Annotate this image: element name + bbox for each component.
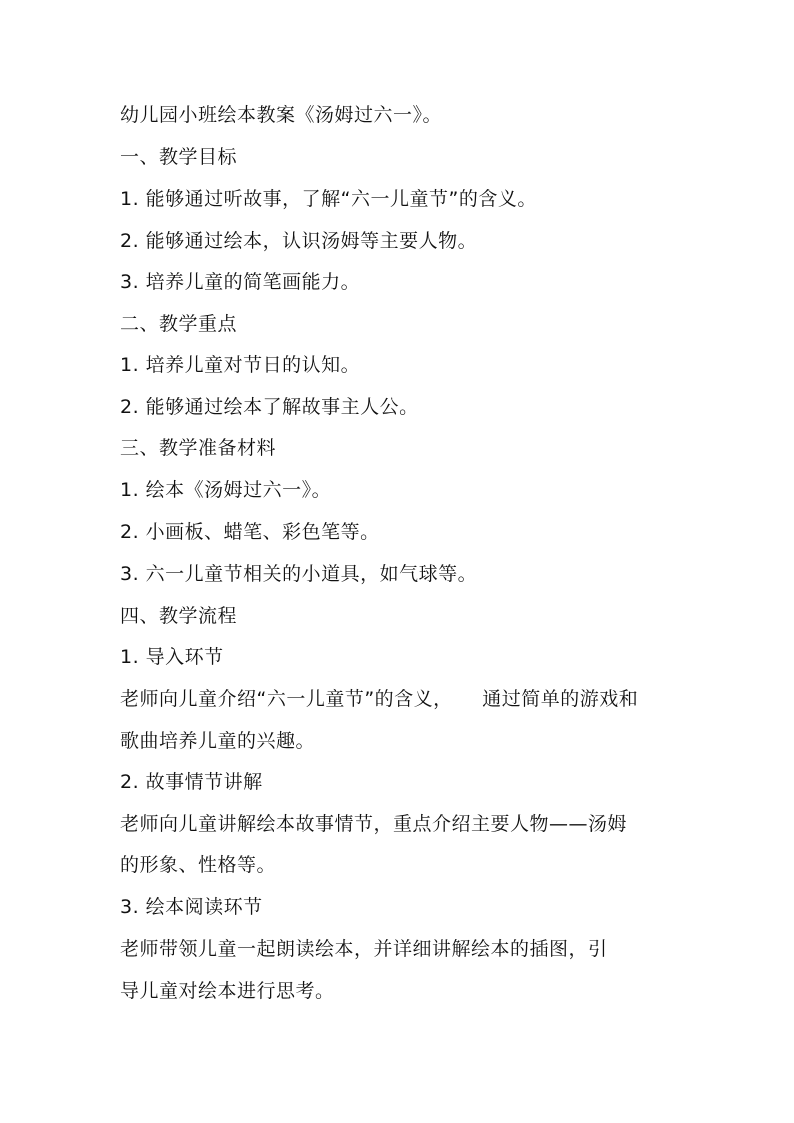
section-heading-materials: 三、教学准备材料	[120, 437, 277, 459]
process-step-3-text-line-1: 老师带领儿童一起朗读绘本，并详细讲解绘本的插图，引	[120, 938, 608, 960]
section-heading-key-points: 二、教学重点	[120, 313, 238, 335]
objective-item-2: 2. 能够通过绘本，认识汤姆等主要人物。	[120, 230, 478, 252]
objective-item-1: 1. 能够通过听故事，了解“六一儿童节”的含义。	[120, 188, 537, 210]
process-step-2-text-line-2: 的形象、性格等。	[120, 854, 277, 876]
process-step-2-heading: 2. 故事情节讲解	[120, 771, 263, 793]
key-point-item-2: 2. 能够通过绘本了解故事主人公。	[120, 396, 419, 418]
process-step-3-heading: 3. 绘本阅读环节	[120, 896, 263, 918]
process-step-3-text-line-2: 导儿童对绘本进行思考。	[120, 980, 335, 1002]
key-point-item-1: 1. 培养儿童对节日的认知。	[120, 354, 361, 376]
objective-item-3: 3. 培养儿童的简笔画能力。	[120, 271, 361, 293]
material-item-2: 2. 小画板、蜡笔、彩色笔等。	[120, 521, 380, 543]
process-step-1-heading: 1. 导入环节	[120, 646, 224, 668]
material-item-1: 1. 绘本《汤姆过六一》。	[120, 479, 332, 501]
document-title: 幼儿园小班绘本教案《汤姆过六一》。	[120, 104, 443, 126]
section-heading-objectives: 一、教学目标	[120, 146, 238, 168]
material-item-3: 3. 六一儿童节相关的小道具，如气球等。	[120, 563, 478, 585]
process-step-1-text-line-1: 老师向儿童介绍“六一儿童节”的含义， 通过简单的游戏和	[120, 688, 639, 710]
process-step-1-text-line-2: 歌曲培养儿童的兴趣。	[120, 730, 316, 752]
process-step-2-text-line-1: 老师向儿童讲解绘本故事情节，重点介绍主要人物——汤姆	[120, 813, 628, 835]
section-heading-process: 四、教学流程	[120, 605, 238, 627]
